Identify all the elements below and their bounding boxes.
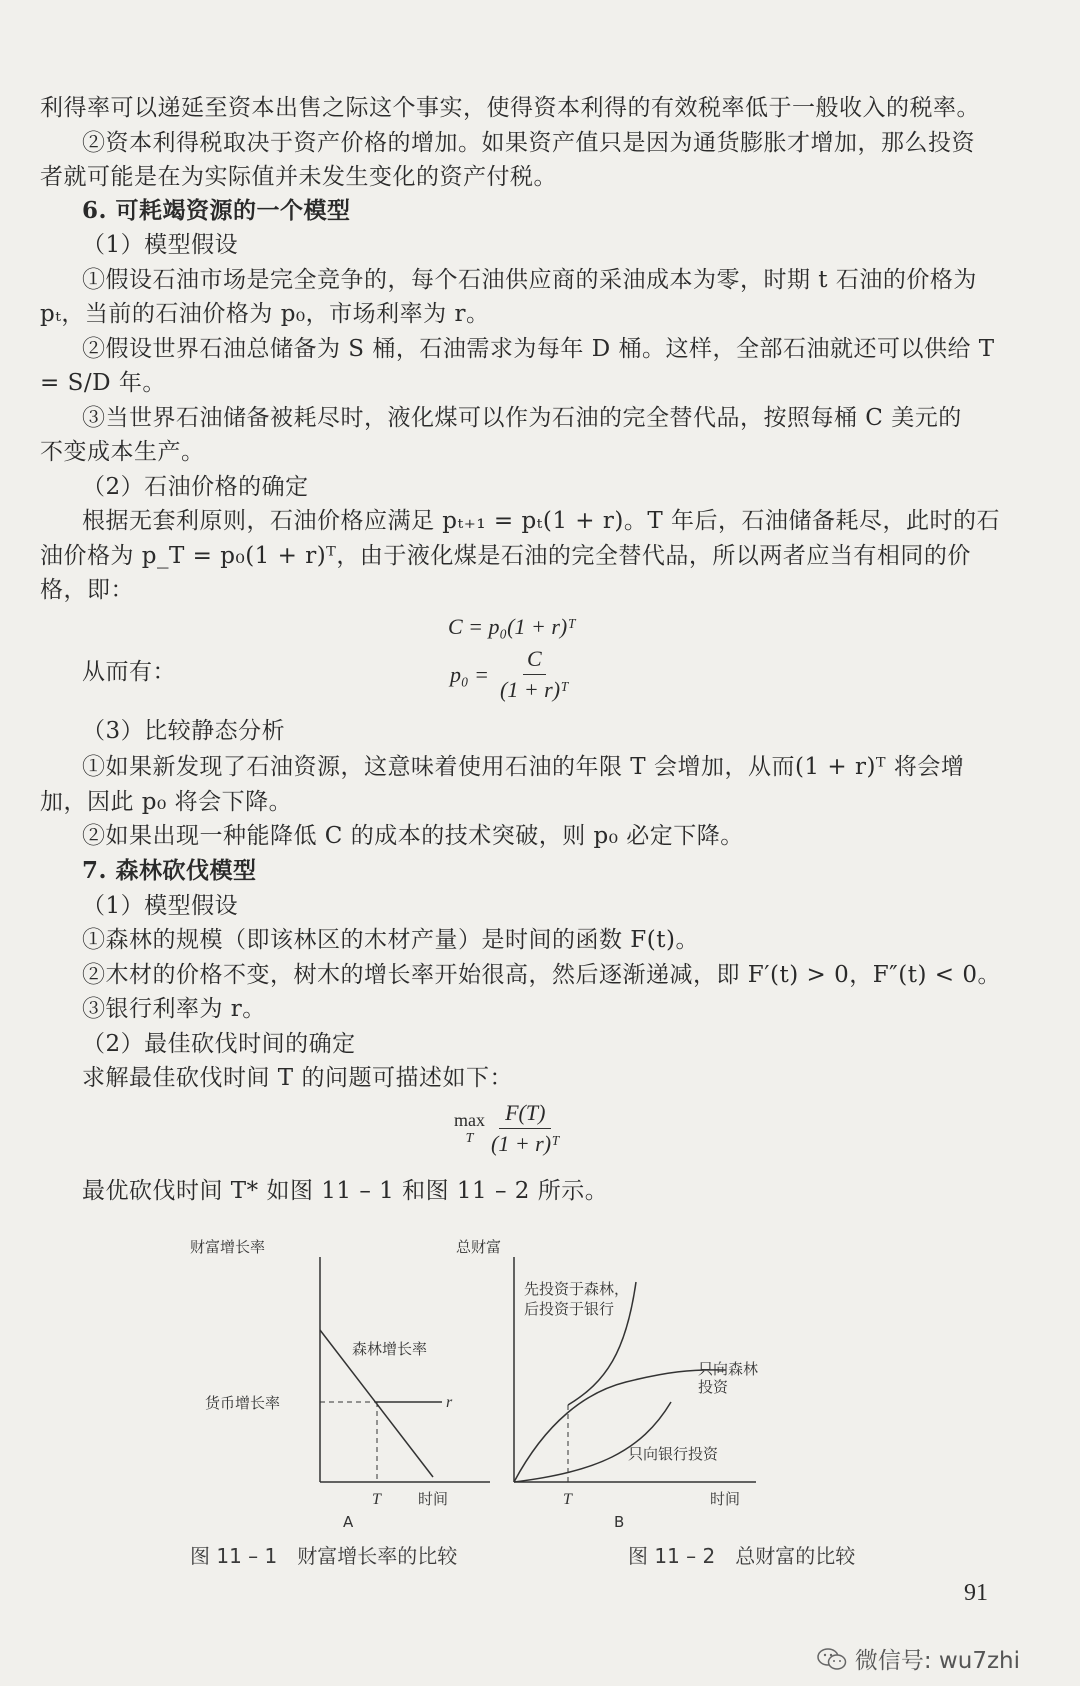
paragraph-line: ②资本利得税取决于资产价格的增加。如果资产值只是因为通货膨胀才增加，那么投资 <box>82 130 975 156</box>
wechat-icon <box>817 1647 847 1671</box>
equation-max <box>454 1098 560 1159</box>
max-subscript: T <box>465 1131 474 1146</box>
fraction-denominator: (1 + r)ᵀ <box>500 677 569 702</box>
section-heading: 6. 可耗竭资源的一个模型 <box>82 197 351 224</box>
panel-label: B <box>614 1513 625 1531</box>
figure-caption: 图 11 – 1 财富增长率的比较 <box>190 1544 458 1568</box>
t-label: T <box>563 1491 572 1508</box>
wechat-watermark <box>817 1642 1020 1675</box>
first-label-line2: 后投资于银行 <box>524 1300 615 1318</box>
subsection-heading: （2）最佳砍伐时间的确定 <box>82 1031 356 1057</box>
paragraph-line: ①森林的规模（即该林区的木材产量）是时间的函数 F(t)。 <box>82 927 699 953</box>
bank-only-curve <box>514 1402 671 1482</box>
max-operator: max <box>454 1110 485 1130</box>
page-number: 91 <box>964 1580 988 1606</box>
forest-only-label-line2: 投资 <box>698 1378 729 1396</box>
figure-b <box>456 1232 786 1532</box>
paragraph-line: ③银行利率为 r。 <box>82 996 266 1022</box>
t-label: T <box>372 1491 381 1508</box>
figure-a <box>190 1232 490 1532</box>
paragraph-line: 格，即： <box>40 577 134 603</box>
equation-p0-fraction <box>500 644 569 705</box>
r-label: r <box>446 1394 453 1411</box>
paragraph-line: 加，因此 p₀ 将会下降。 <box>40 789 293 815</box>
money-growth-label: 货币增长率 <box>205 1394 281 1412</box>
equation-p0-lhs: p₀ = <box>450 662 489 687</box>
bank-only-label: 只向银行投资 <box>628 1445 719 1463</box>
y-axis-label: 总财富 <box>456 1238 502 1256</box>
paragraph-line: ②木材的价格不变，树木的增长率开始很高，然后逐渐递减，即 F′(t) > 0，F″(t) < 0。 <box>82 962 1001 988</box>
forest-only-label-line1: 只向森林 <box>698 1360 759 1378</box>
paragraph-line: 不变成本生产。 <box>40 439 205 465</box>
paragraph-line: 油价格为 p_T = p₀(1 + r)ᵀ，由于液化煤是石油的完全替代品，所以两者应当有相同的价 <box>40 543 971 569</box>
forest-only-curve <box>514 1370 726 1482</box>
fraction-numerator: F(T) <box>499 1098 551 1129</box>
fraction-numerator: C <box>523 644 546 675</box>
subsection-heading: （3）比较静态分析 <box>82 718 286 744</box>
paragraph-line: 最优砍伐时间 T* 如图 11 – 1 和图 11 – 2 所示。 <box>82 1178 609 1204</box>
first-label-line1: 先投资于森林， <box>524 1280 630 1298</box>
paragraph-line: pₜ，当前的石油价格为 p₀，市场利率为 r。 <box>40 301 490 327</box>
paragraph-line: 者就可能是在为实际值并未发生变化的资产付税。 <box>40 164 557 190</box>
paragraph-line: ③当世界石油储备被耗尽时，液化煤可以作为石油的完全替代品，按照每桶 C 美元的 <box>82 405 962 431</box>
panel-label: A <box>343 1513 354 1531</box>
x-axis-label: 时间 <box>710 1490 741 1508</box>
forest-growth-label: 森林增长率 <box>352 1340 428 1358</box>
fraction-denominator: (1 + r)ᵀ <box>491 1131 560 1156</box>
paragraph-line: 求解最佳砍伐时间 T 的问题可描述如下： <box>82 1065 513 1091</box>
subsection-heading: （1）模型假设 <box>82 893 239 919</box>
paragraph-line: ①假设石油市场是完全竞争的，每个石油供应商的采油成本为零，时期 t 石油的价格为 <box>82 267 977 293</box>
x-axis-label: 时间 <box>418 1490 449 1508</box>
y-axis-label: 财富增长率 <box>190 1238 266 1256</box>
wechat-id: 微信号: wu7zhi <box>854 1648 1020 1674</box>
subsection-heading: （1）模型假设 <box>82 232 239 258</box>
paragraph-line: ②假设世界石油总储备为 S 桶，石油需求为每年 D 桶。这样，全部石油就还可以供给 T <box>82 336 995 362</box>
paragraph-line: = S/D 年。 <box>40 370 166 396</box>
paragraph-line: 从而有： <box>82 659 176 685</box>
figure-caption: 图 11 – 2 总财富的比较 <box>628 1544 856 1568</box>
subsection-heading: （2）石油价格的确定 <box>82 474 309 500</box>
paragraph-line: 利得率可以递延至资本出售之际这个事实，使得资本利得的有效税率低于一般收入的税率。 <box>40 95 980 121</box>
paragraph-line: ②如果出现一种能降低 C 的成本的技术突破，则 p₀ 必定下降。 <box>82 823 744 849</box>
paragraph-line: 根据无套利原则，石油价格应满足 pₜ₊₁ = pₜ(1 + r)。T 年后，石油储备耗尽，此时的石 <box>82 508 1000 534</box>
equation-c: C = p₀(1 + r)ᵀ <box>448 614 576 639</box>
section-heading: 7. 森林砍伐模型 <box>82 857 257 884</box>
paragraph-line: ①如果新发现了石油资源，这意味着使用石油的年限 T 会增加，从而(1 + r)ᵀ 将会增 <box>82 754 965 780</box>
